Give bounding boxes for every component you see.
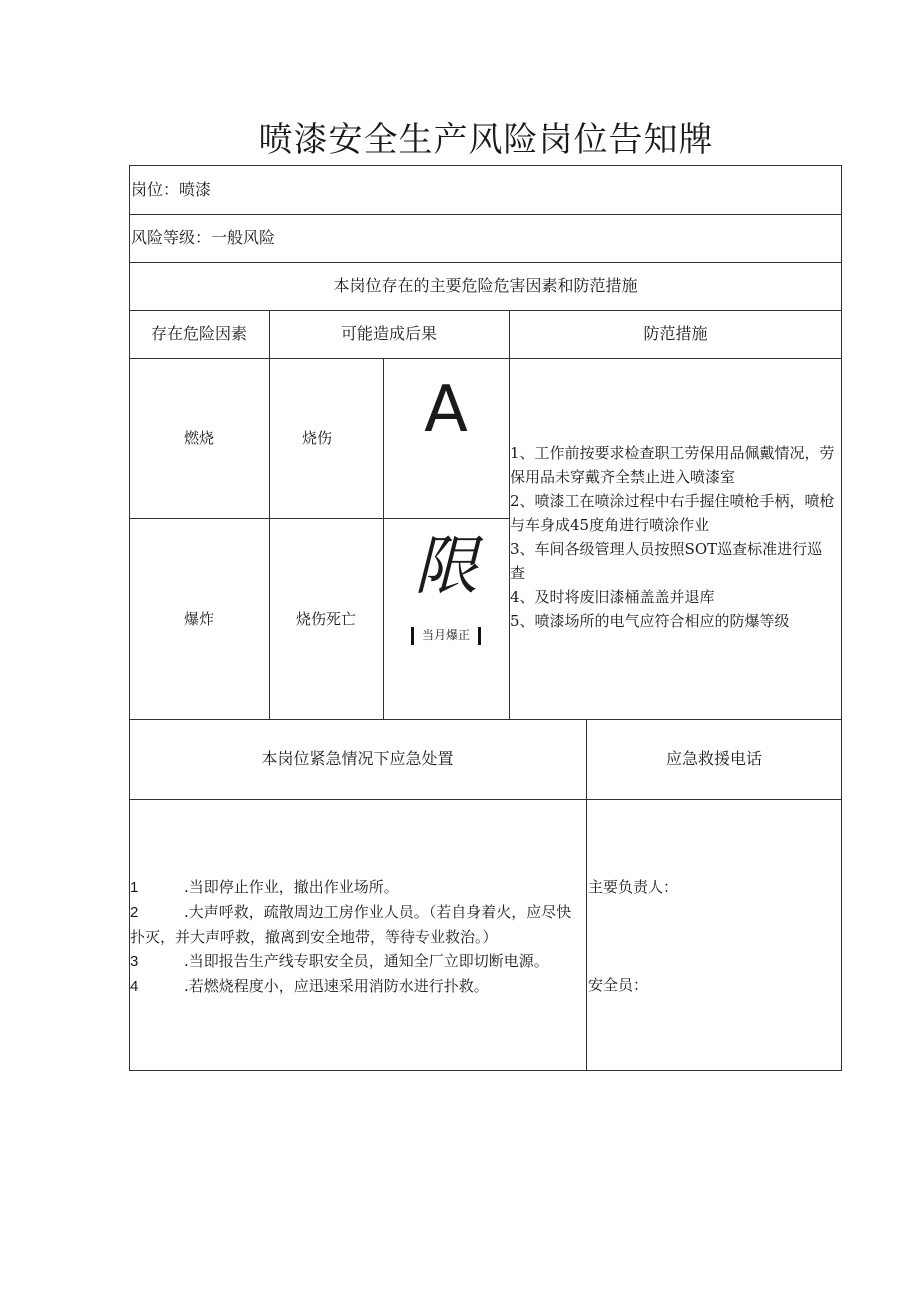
list-item: [130, 974, 585, 999]
column-header-factor: 存在危险因素: [150, 324, 247, 343]
hazard-factor: 燃烧: [183, 429, 214, 447]
measure-item: 3、车间各级管理人员按照SOT巡查标准进行巡查: [510, 540, 823, 582]
rule: [383, 518, 509, 519]
emergency-heading: 本岗位紧急情况下应急处置: [261, 749, 454, 768]
contact-leader-label: 主要负责人：: [588, 878, 679, 896]
step-text: .当即报告生产线专职安全员，通知全厂立即切断电源。: [184, 952, 549, 970]
rule: [129, 262, 842, 263]
rule: [129, 518, 383, 519]
rule: [129, 799, 842, 800]
step-text: .当即停止作业，撤出作业场所。: [184, 878, 399, 896]
measure-item: 2、喷漆工在喷涂过程中右手握住喷枪手柄，喷枪与车身成45度角进行喷涂作业: [510, 492, 835, 534]
risk-level-label: 风险等级：一般风险: [131, 228, 276, 247]
list-item: [130, 900, 585, 949]
page-title: 喷漆安全生产风险岗位告知牌: [258, 120, 714, 160]
section-heading: 本岗位存在的主要危险危害因素和防范措施: [333, 276, 638, 295]
rule: [269, 310, 270, 720]
seal-caption-text: 当月爆正: [421, 628, 470, 642]
step-text: .大声呼救，疏散周边工房作业人员。（若自身着火，应尽快扑灭，并大声呼救，撤离到安全地带，等待专业救治。）: [130, 903, 572, 946]
notice-table: [129, 165, 842, 1071]
hazard-factor: 爆炸: [183, 610, 214, 628]
rule: [129, 358, 842, 359]
step-text: .若燃烧程度小，应迅速采用消防水进行扑救。: [184, 977, 489, 995]
step-number: 1: [130, 879, 139, 896]
risk-grade-mark: A: [424, 373, 468, 447]
hazard-consequence: 烧伤: [301, 429, 332, 447]
step-number: 3: [130, 953, 139, 970]
post-label: 岗位：喷漆: [131, 180, 212, 199]
rescue-phone-heading: 应急救援电话: [665, 749, 762, 768]
column-header-consequence: 可能造成后果: [340, 324, 437, 343]
seal-character: 限: [414, 530, 478, 604]
seal-bar-left: [411, 627, 414, 645]
rule: [586, 719, 587, 1071]
hazard-consequence: 烧伤死亡: [295, 610, 356, 628]
measure-item: 1、工作前按要求检查职工劳保用品佩戴情况，劳保用品未穿戴齐全禁止进入喷漆室: [510, 444, 835, 486]
seal-caption: [383, 625, 509, 645]
measure-item: 5、喷漆场所的电气应符合相应的防爆等级: [510, 612, 790, 630]
step-number: 4: [130, 978, 139, 995]
emergency-steps: [130, 875, 585, 999]
prevention-measures: [510, 441, 836, 633]
rule: [129, 719, 842, 720]
seal-bar-right: [478, 627, 481, 645]
column-header-measures: 防范措施: [643, 324, 708, 343]
list-item: [130, 949, 585, 974]
rule: [129, 214, 842, 215]
measure-item: 4、及时将废旧漆桶盖盖并退库: [510, 588, 715, 606]
rule: [129, 310, 842, 311]
contact-safety-label: 安全员：: [588, 976, 649, 994]
step-number: 2: [130, 904, 139, 921]
list-item: [130, 875, 585, 900]
